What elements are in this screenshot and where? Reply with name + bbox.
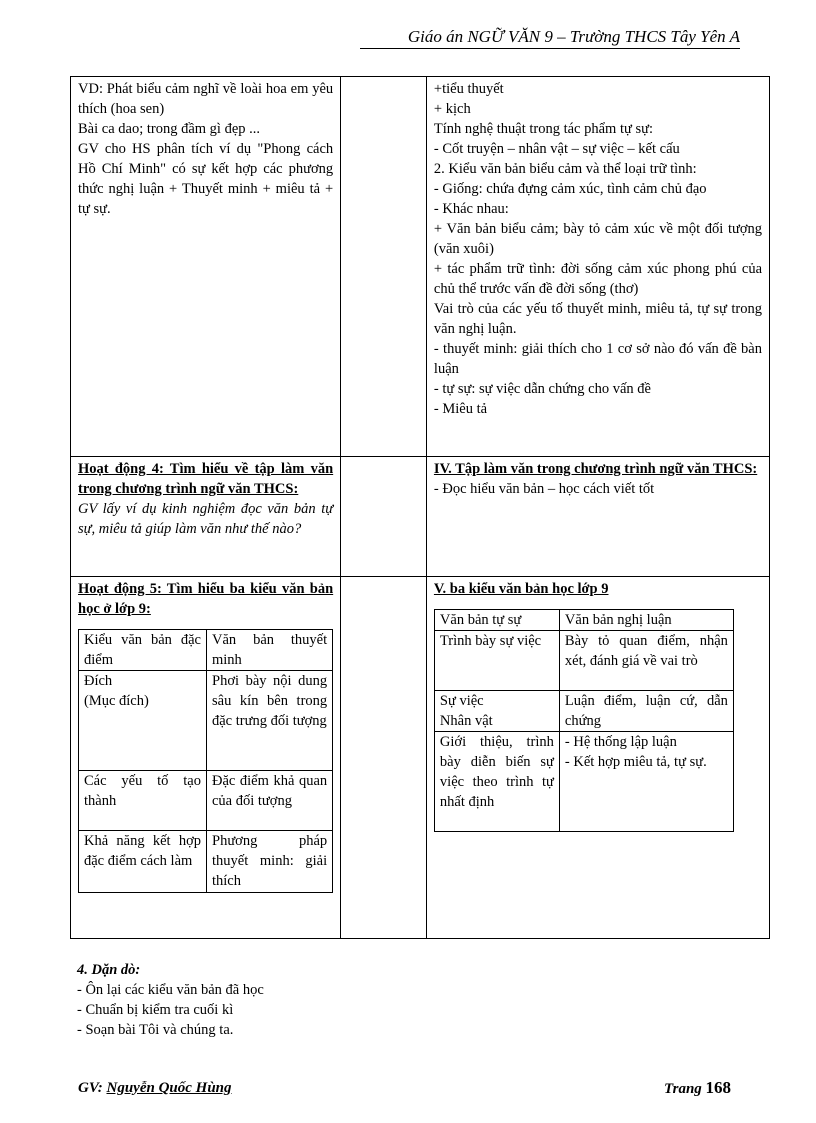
row1-right-line: + tác phẩm trữ tình: đời sống cảm xúc phong phú của chủ thể trước vấn đề đời sống (thơ): [433, 261, 762, 297]
table-cell: [207, 771, 333, 831]
table-row: [434, 691, 733, 732]
table-row: [79, 671, 333, 771]
text-types-table-left: [78, 629, 333, 893]
homework-item: - Soạn bài Tôi và chúng ta.: [77, 1022, 234, 1038]
cell-line: Đích: [84, 673, 113, 689]
row-1: [71, 77, 770, 457]
cell-line: Sự việc: [439, 693, 484, 709]
table-cell: [207, 630, 333, 671]
row1-right-line: - Giống: chứa đựng cảm xúc, tình cảm chủ đạo: [433, 181, 707, 197]
table-cell: [79, 671, 207, 771]
section-4-heading: IV. Tập làm văn trong chương trình ngữ văn THCS:: [433, 461, 758, 477]
table-cell: [79, 630, 207, 671]
activity-4-text: GV lấy ví dụ kinh nghiệm đọc văn bản tự sự, miêu tả giúp làm văn như thế nào?: [78, 501, 334, 537]
page-number: 168: [705, 1078, 732, 1097]
homework-item: - Chuẩn bị kiểm tra cuối kì: [77, 1002, 234, 1018]
row-2: [71, 457, 770, 577]
page-header: Giáo án NGỮ VĂN 9 – Trường THCS Tây Yên A: [360, 27, 740, 49]
cell-line: - Kết hợp miêu tả, tự sự.: [564, 754, 707, 770]
row1-right-line: - tự sự: sự việc dẫn chứng cho vấn đề: [433, 381, 651, 397]
row1-right-line: 2. Kiểu văn bản biểu cảm và thể loại trữ tình:: [433, 161, 697, 177]
table-row: [79, 831, 333, 893]
cell-line: Văn bản tự sự: [439, 612, 522, 628]
row1-right-line: - thuyết minh: giải thích cho 1 cơ sở nào đó vấn đề bàn luận: [433, 341, 762, 377]
row2-left-cell: [71, 457, 341, 577]
row1-left-cell: [71, 77, 341, 457]
cell-line: Giới thiệu, trình bày diễn biến sự việc theo trình tự nhất định: [439, 734, 554, 810]
table-cell: [559, 610, 733, 631]
cell-line: Đặc điểm khả quan của đối tượng: [212, 773, 328, 809]
table-cell: [434, 732, 559, 832]
activity-4-heading: Hoạt động 4: Tìm hiểu về tập làm văn trong chương trình ngữ văn THCS:: [78, 461, 334, 497]
homework-section: [77, 960, 264, 1040]
table-cell: [434, 691, 559, 732]
row1-right-line: + Văn bản biểu cảm; bày tỏ cảm xúc về một đối tượng (văn xuôi): [433, 221, 762, 257]
row3-middle-cell: [341, 577, 427, 939]
cell-line: Phơi bày nội dung sâu kín bên trong đặc trưng đối tượng: [212, 673, 328, 729]
homework-item: - Ôn lại các kiểu văn bản đã học: [77, 982, 264, 998]
table-row: [434, 631, 733, 691]
table-row: [434, 610, 733, 631]
table-cell: [79, 831, 207, 893]
cell-line: Bày tỏ quan điểm, nhận xét, đánh giá về vai trò: [564, 633, 728, 669]
row1-left-line: GV cho HS phân tích ví dụ "Phong cách Hồ Chí Minh" có sự kết hợp các phương thức nghị luận + Thuyết minh + miêu tả + tự sự.: [78, 141, 334, 217]
cell-line: - Hệ thống lập luận: [564, 734, 677, 750]
section-5-heading: V. ba kiểu văn bản học lớp 9: [433, 581, 609, 597]
page-label: Trang: [664, 1081, 706, 1097]
page-number-block: [664, 1078, 731, 1098]
row1-right-line: Vai trò của các yếu tố thuyết minh, miêu tả, tự sự trong văn nghị luận.: [433, 301, 762, 337]
teacher-name: Nguyễn Quốc Hùng: [106, 1080, 232, 1096]
row-3: [71, 577, 770, 939]
lesson-table: [70, 76, 770, 939]
activity-5-heading: Hoạt động 5: Tìm hiểu ba kiểu văn bản học ở lớp 9:: [78, 581, 334, 617]
row1-right-line: + kịch: [433, 101, 471, 117]
table-cell: [207, 671, 333, 771]
row3-left-cell: [71, 577, 341, 939]
cell-line: Khả năng kết hợp đặc điểm cách làm: [84, 833, 201, 869]
row1-left-line: VD: Phát biểu cảm nghĩ về loài hoa em yêu thích (hoa sen): [78, 81, 334, 117]
table-cell: [434, 610, 559, 631]
teacher-label: GV:: [78, 1080, 107, 1096]
row1-left-line: Bài ca dao; trong đầm gì đẹp ...: [78, 121, 261, 137]
table-cell: [559, 732, 733, 832]
table-row: [434, 732, 733, 832]
row2-middle-cell: [341, 457, 427, 577]
cell-line: (Mục đích): [84, 693, 149, 709]
table-cell: [559, 691, 733, 732]
row3-right-cell: [426, 577, 769, 939]
table-cell: [207, 831, 333, 893]
text-types-table-right: [434, 609, 734, 832]
row1-right-cell: [426, 77, 769, 457]
table-cell: [79, 771, 207, 831]
cell-line: Nhân vật: [439, 713, 493, 729]
table-cell: [434, 631, 559, 691]
row1-right-line: - Miêu tả: [433, 401, 488, 417]
row2-right-cell: [426, 457, 769, 577]
table-row: [79, 630, 333, 671]
cell-line: Văn bản thuyết minh: [212, 632, 328, 668]
row1-right-line: - Khác nhau:: [433, 201, 509, 217]
cell-line: Văn bản nghị luận: [564, 612, 672, 628]
cell-line: Các yếu tố tạo thành: [84, 773, 201, 809]
row1-right-line: Tính nghệ thuật trong tác phẩm tự sự:: [433, 121, 654, 137]
teacher-credit: [78, 1080, 232, 1097]
homework-title: 4. Dặn dò:: [77, 962, 141, 978]
table-cell: [559, 631, 733, 691]
row1-middle-cell: [341, 77, 427, 457]
cell-line: Luận điểm, luận cứ, dẫn chứng: [564, 693, 728, 729]
row1-right-line: +tiểu thuyết: [433, 81, 504, 97]
cell-line: Phương pháp thuyết minh: giải thích: [212, 833, 328, 889]
cell-line: Trình bày sự việc: [439, 633, 542, 649]
table-row: [79, 771, 333, 831]
section-4-text: - Đọc hiểu văn bản – học cách viết tốt: [433, 481, 655, 497]
row1-right-line: - Cốt truyện – nhân vật – sự việc – kết cấu: [433, 141, 680, 157]
cell-line: Kiểu văn bản đặc điểm: [84, 632, 201, 668]
